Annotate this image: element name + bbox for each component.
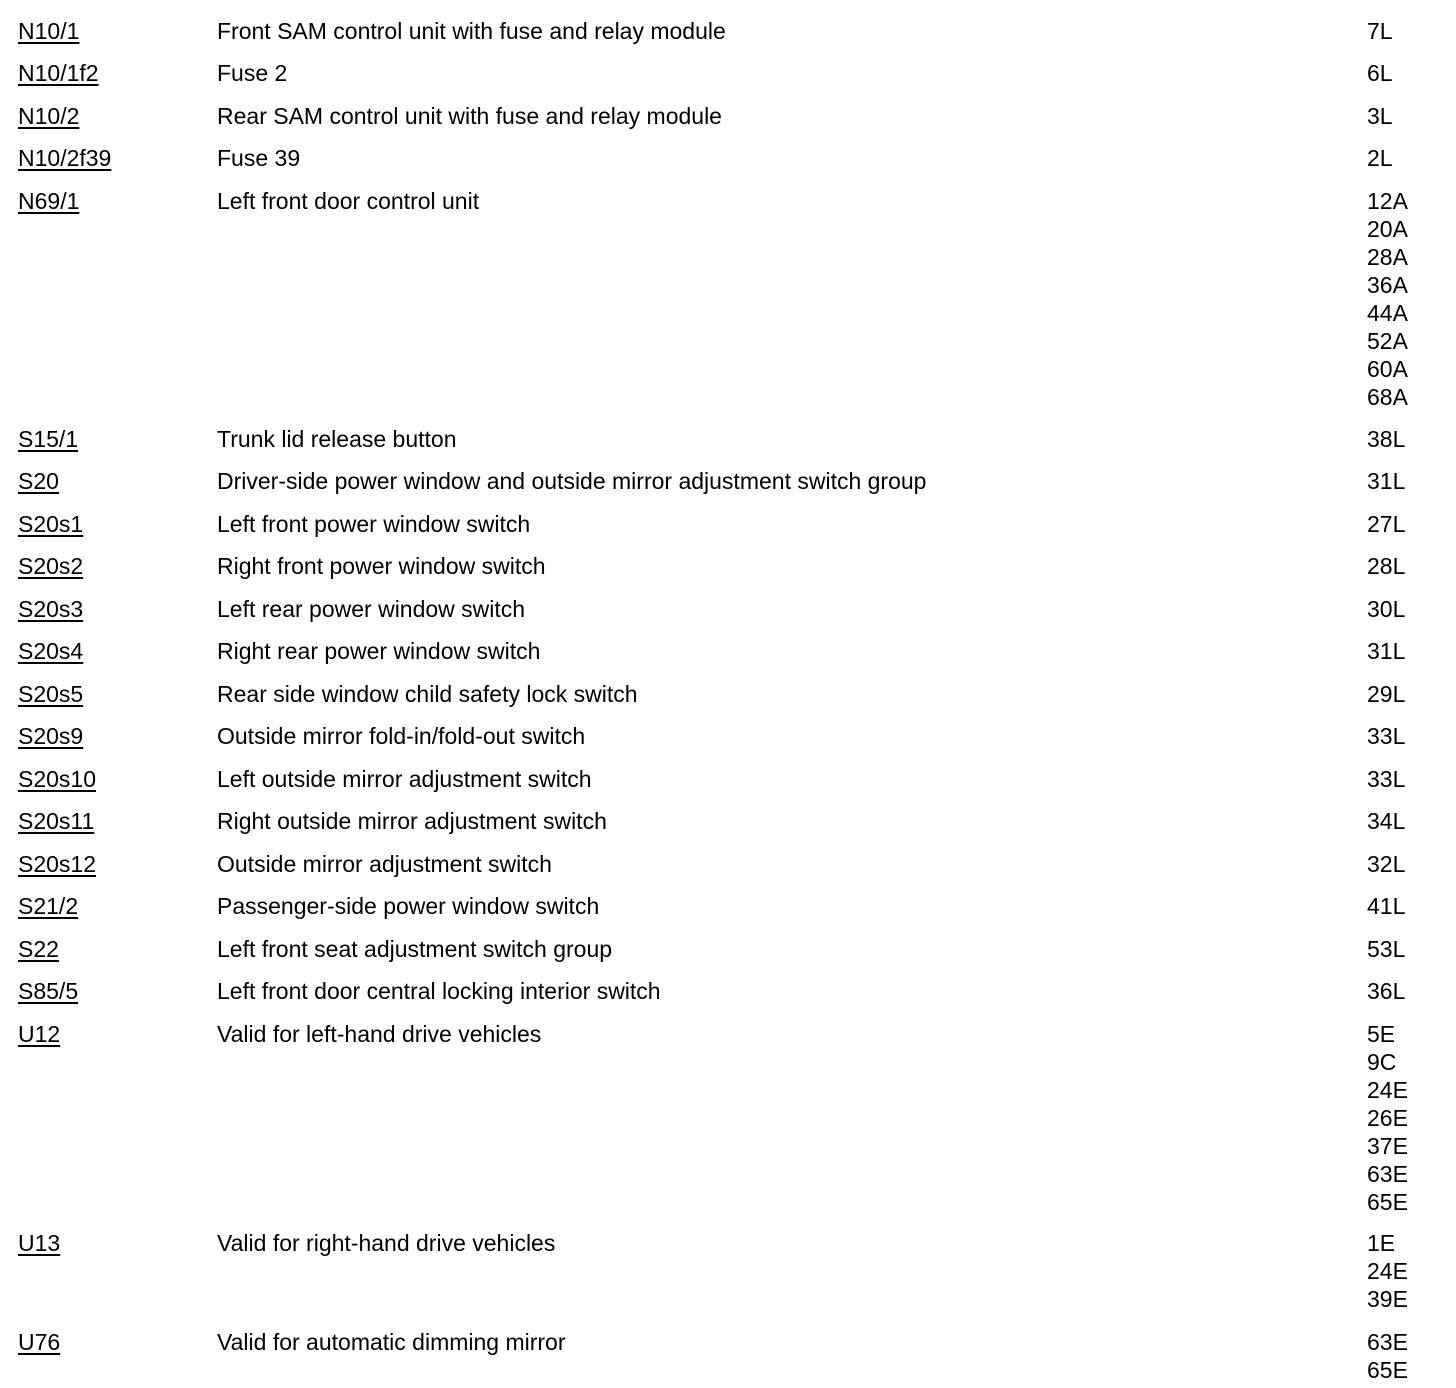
grid-reference-list: [1367, 102, 1393, 130]
component-code-link[interactable]: S21/2: [18, 893, 79, 919]
grid-reference-list: [1367, 595, 1405, 623]
grid-reference: 36L: [1367, 978, 1406, 1004]
component-description: Left front seat adjustment switch group: [217, 936, 613, 962]
grid-reference: 7L: [1367, 18, 1393, 44]
component-description: Front SAM control unit with fuse and relay module: [217, 18, 726, 44]
grid-reference-list: [1367, 637, 1405, 665]
grid-reference-list: [1367, 1328, 1408, 1384]
component-code-link[interactable]: S20s10: [18, 766, 97, 792]
grid-reference: 3L: [1367, 103, 1393, 129]
grid-reference: 39E: [1367, 1286, 1408, 1312]
component-code-link[interactable]: S20: [18, 468, 59, 494]
grid-reference: 38L: [1367, 426, 1406, 452]
grid-reference: 32L: [1367, 851, 1406, 877]
grid-reference: 65E: [1367, 1357, 1408, 1383]
grid-reference: 30L: [1367, 596, 1406, 622]
grid-reference-list: [1367, 722, 1405, 750]
grid-reference-list: [1367, 17, 1393, 45]
grid-reference-list: [1367, 425, 1405, 453]
component-code-link[interactable]: U13: [18, 1230, 61, 1256]
component-code-link[interactable]: S20s1: [18, 511, 84, 537]
component-code-link[interactable]: S20s12: [18, 851, 97, 877]
component-description: Rear side window child safety lock switch: [217, 681, 638, 707]
grid-reference: 5E: [1367, 1021, 1396, 1047]
component-description: Valid for right-hand drive vehicles: [217, 1230, 556, 1256]
grid-reference-list: [1367, 552, 1405, 580]
grid-reference: 33L: [1367, 766, 1406, 792]
component-description: Rear SAM control unit with fuse and relay module: [217, 103, 722, 129]
grid-reference: 31L: [1367, 468, 1406, 494]
component-description: Outside mirror fold-in/fold-out switch: [217, 723, 586, 749]
component-description: Driver-side power window and outside mirror adjustment switch group: [217, 468, 927, 494]
grid-reference: 28L: [1367, 553, 1406, 579]
component-description: Valid for left-hand drive vehicles: [217, 1021, 542, 1047]
grid-reference: 68A: [1367, 384, 1408, 410]
grid-reference: 29L: [1367, 681, 1406, 707]
grid-reference: 37E: [1367, 1133, 1408, 1159]
grid-reference: 41L: [1367, 893, 1406, 919]
component-code-link[interactable]: N10/2f39: [18, 145, 112, 171]
grid-reference: 9C: [1367, 1049, 1397, 1075]
grid-reference: 24E: [1367, 1077, 1408, 1103]
grid-reference: 65E: [1367, 1189, 1408, 1215]
component-description: Left outside mirror adjustment switch: [217, 766, 592, 792]
component-code-link[interactable]: S20s5: [18, 681, 84, 707]
component-code-link[interactable]: U76: [18, 1329, 61, 1355]
component-code-link[interactable]: N10/1f2: [18, 60, 99, 86]
component-description: Left front door control unit: [217, 188, 480, 214]
grid-reference: 27L: [1367, 511, 1406, 537]
component-code-link[interactable]: S20s9: [18, 723, 84, 749]
component-code-link[interactable]: N10/1: [18, 18, 80, 44]
grid-reference-list: [1367, 807, 1405, 835]
component-description: Trunk lid release button: [217, 426, 457, 452]
grid-reference-list: [1367, 144, 1393, 172]
grid-reference: 2L: [1367, 145, 1393, 171]
component-code-link[interactable]: S22: [18, 936, 59, 962]
grid-reference: 34L: [1367, 808, 1406, 834]
component-description: Right outside mirror adjustment switch: [217, 808, 607, 834]
grid-reference: 52A: [1367, 328, 1408, 354]
grid-reference: 31L: [1367, 638, 1406, 664]
component-description: Right front power window switch: [217, 553, 546, 579]
component-code-link[interactable]: S20s11: [18, 808, 95, 834]
grid-reference-list: [1367, 1020, 1408, 1216]
component-description: Fuse 2: [217, 60, 288, 86]
grid-reference-list: [1367, 935, 1405, 963]
component-code-link[interactable]: S20s2: [18, 553, 84, 579]
component-description: Left rear power window switch: [217, 596, 526, 622]
grid-reference-list: [1367, 187, 1408, 411]
grid-reference: 24E: [1367, 1258, 1408, 1284]
grid-reference: 60A: [1367, 356, 1408, 382]
grid-reference: 1E: [1367, 1230, 1396, 1256]
grid-reference-list: [1367, 977, 1405, 1005]
grid-reference: 26E: [1367, 1105, 1408, 1131]
grid-reference: 53L: [1367, 936, 1406, 962]
grid-reference-list: [1367, 680, 1405, 708]
grid-reference: 63E: [1367, 1329, 1408, 1355]
grid-reference: 63E: [1367, 1161, 1408, 1187]
component-code-link[interactable]: S15/1: [18, 426, 79, 452]
component-code-link[interactable]: S20s3: [18, 596, 84, 622]
grid-reference: 12A: [1367, 188, 1408, 214]
component-description: Outside mirror adjustment switch: [217, 851, 552, 877]
grid-reference-list: [1367, 892, 1405, 920]
component-code-link[interactable]: N69/1: [18, 188, 80, 214]
component-code-link[interactable]: N10/2: [18, 103, 80, 129]
component-code-link[interactable]: U12: [18, 1021, 61, 1047]
grid-reference-list: [1367, 850, 1405, 878]
grid-reference: 28A: [1367, 244, 1408, 270]
component-code-link[interactable]: S20s4: [18, 638, 84, 664]
component-code-link[interactable]: S85/5: [18, 978, 79, 1004]
grid-reference-list: [1367, 1229, 1408, 1313]
grid-reference-list: [1367, 510, 1405, 538]
grid-reference-list: [1367, 59, 1393, 87]
component-description: Left front door central locking interior switch: [217, 978, 661, 1004]
grid-reference: 36A: [1367, 272, 1408, 298]
component-description: Valid for automatic dimming mirror: [217, 1329, 566, 1355]
grid-reference: 20A: [1367, 216, 1408, 242]
component-description: Passenger-side power window switch: [217, 893, 600, 919]
component-description: Right rear power window switch: [217, 638, 541, 664]
grid-reference: 33L: [1367, 723, 1406, 749]
component-description: Left front power window switch: [217, 511, 531, 537]
grid-reference: 44A: [1367, 300, 1408, 326]
grid-reference: 6L: [1367, 60, 1393, 86]
component-description: Fuse 39: [217, 145, 301, 171]
grid-reference-list: [1367, 467, 1405, 495]
grid-reference-list: [1367, 765, 1405, 793]
